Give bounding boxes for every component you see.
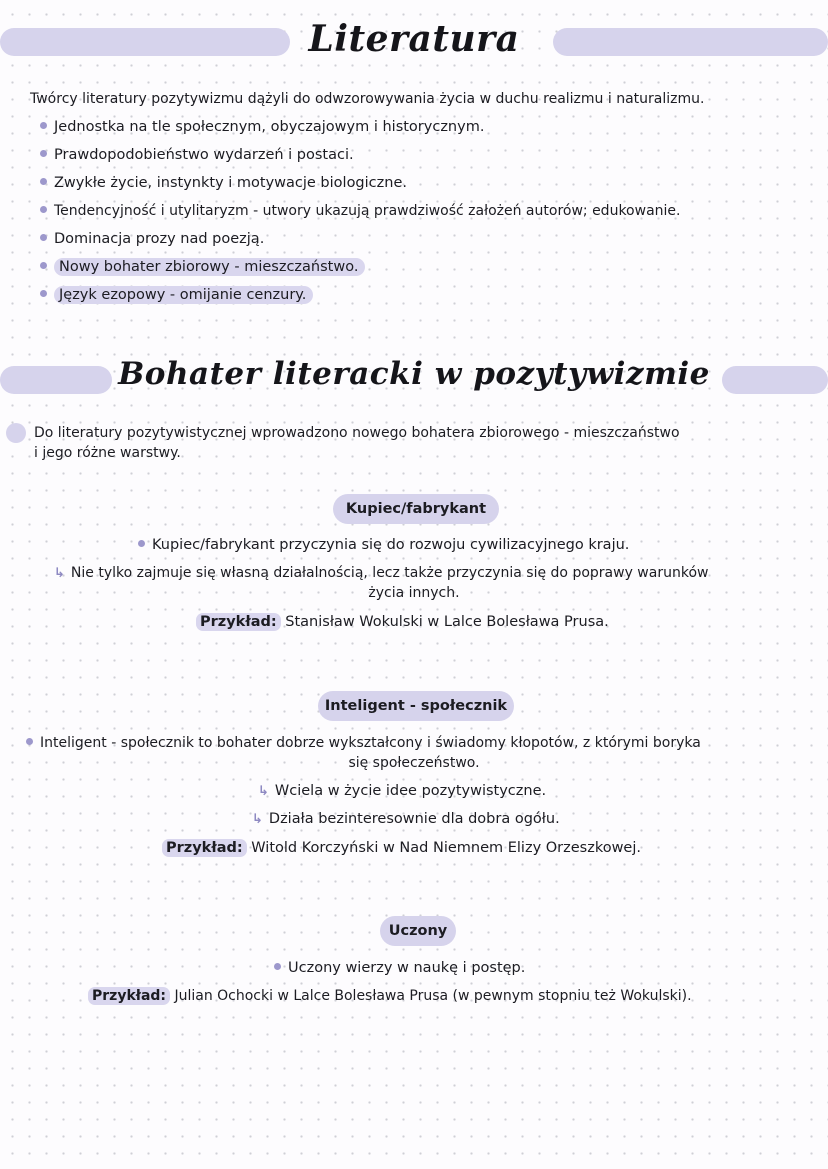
circle-bullet-icon — [6, 423, 26, 443]
inteligent-bullet-line2: się społeczeństwo. — [348, 755, 480, 771]
heading-inteligent-spolecznik: Inteligent - społecznik — [318, 691, 514, 721]
list-item: Dominacja prozy nad poezją. — [40, 229, 264, 249]
list-item: Prawdopodobieństwo wydarzeń i postaci. — [40, 145, 354, 165]
bullet-dot-icon — [40, 206, 47, 213]
bullet-dot-icon — [26, 738, 33, 745]
example-label: Przykład: — [88, 987, 170, 1005]
bullet-dot-icon — [274, 963, 281, 970]
uczony-example: Przykład: Julian Ochocki w Lalce Bolesława Prusa (w pewnym stopniu też Wokulski). — [88, 986, 692, 1006]
list-item: Jednostka na tle społecznym, obyczajowym i historycznym. — [40, 117, 484, 137]
heading-kupiec-fabrykant: Kupiec/fabrykant — [333, 494, 499, 524]
kupiec-example: Przykład: Stanisław Wokulski w Lalce Bolesława Prusa. — [196, 612, 609, 632]
arrow-turn-right-icon: ↳ — [258, 784, 269, 799]
example-label: Przykład: — [196, 613, 281, 631]
list-item: Zwykłe życie, instynkty i motywacje biologiczne. — [40, 173, 407, 193]
bullet-dot-icon — [40, 234, 47, 241]
kupiec-sub-line2: życia innych. — [368, 585, 460, 601]
heading-uczony: Uczony — [380, 916, 456, 946]
literatura-intro: Twórcy literatury pozytywizmu dążyli do odwzorowywania życia w duchu realizmu i naturalizmu. — [30, 91, 705, 107]
bullet-dot-icon — [40, 122, 47, 129]
bullet-dot-icon — [40, 262, 47, 269]
inteligent-example: Przykład: Witold Korczyński w Nad Niemnem Elizy Orzeszkowej. — [162, 838, 641, 858]
example-label: Przykład: — [162, 839, 247, 857]
bullet-dot-icon — [138, 540, 145, 547]
bohater-intro-line1: Do literatury pozytywistycznej wprowadzono nowego bohatera zbiorowego - mieszczaństwo — [34, 425, 680, 441]
bohater-intro-line2: i jego różne warstwy. — [34, 445, 181, 461]
inteligent-sub2: ↳ Działa bezinteresownie dla dobra ogółu. — [252, 811, 560, 827]
list-item: Tendencyjność i utylitaryzm - utwory ukazują prawdziwość założeń autorów; edukowanie. — [40, 201, 680, 221]
arrow-turn-right-icon: ↳ — [54, 566, 65, 581]
list-item-highlighted: Język ezopowy - omijanie cenzury. — [40, 285, 313, 305]
bullet-dot-icon — [40, 290, 47, 297]
kupiec-sub-line1: ↳ Nie tylko zajmuje się własną działalnością, lecz także przyczynia się do poprawy warunków — [54, 565, 709, 581]
bullet-dot-icon — [40, 150, 47, 157]
section-title-literatura: Literatura — [308, 18, 520, 60]
bullet-dot-icon — [40, 178, 47, 185]
section-title-bohater: Bohater literacki w pozytywizmie — [118, 356, 710, 392]
list-item-highlighted: Nowy bohater zbiorowy - mieszczaństwo. — [40, 257, 365, 277]
arrow-turn-right-icon: ↳ — [252, 812, 263, 827]
kupiec-bullet: Kupiec/fabrykant przyczynia się do rozwoju cywilizacyjnego kraju. — [138, 535, 629, 555]
inteligent-sub1: ↳ Wciela w życie idee pozytywistyczne. — [258, 783, 547, 799]
uczony-bullet: Uczony wierzy w naukę i postęp. — [274, 958, 525, 978]
inteligent-bullet-line1: Inteligent - społecznik to bohater dobrze wykształcony i świadomy kłopotów, z którymi boryka — [26, 733, 701, 753]
